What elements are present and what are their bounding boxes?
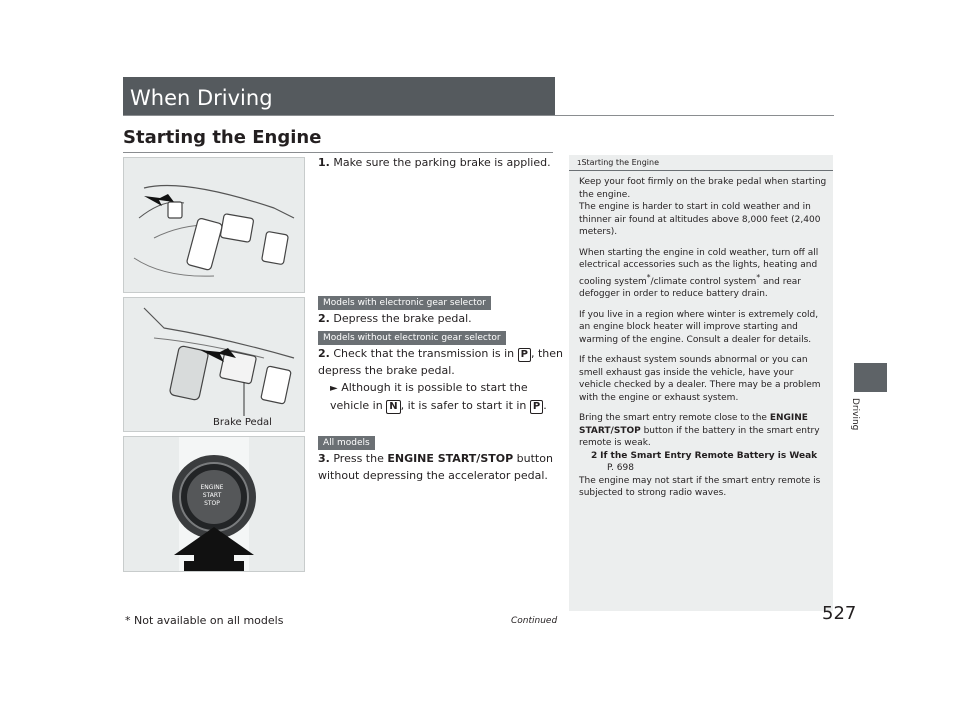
brake-pedal-label: Brake Pedal: [213, 417, 272, 428]
sidebar-p7: The engine may not start if the smart entry remote is subjected to strong radio waves.: [579, 475, 821, 498]
step-2b-text-a: Check that the transmission is in: [333, 347, 515, 360]
sidebar-heading: [577, 158, 659, 167]
section-title: Starting the Engine: [123, 127, 322, 148]
sidebar-p2: The engine is harder to start in cold weather and in thinner air found at altitudes above 8,000 feet (2,400 meters).: [579, 202, 821, 237]
sidebar-p1: Keep your foot firmly on the brake pedal when starting the engine.: [579, 177, 827, 200]
sidebar-heading-rule: [569, 170, 833, 171]
step-2b-note-a: Although it is possible to start the vehicle in: [330, 381, 528, 412]
step-3-text-b: button without depressing the accelerator pedal.: [318, 452, 553, 482]
tag-electronic-selector: Models with electronic gear selector: [318, 296, 491, 310]
step-2a-number: 2.: [318, 312, 330, 325]
sidebar-body: [579, 176, 827, 500]
step-1-text: Make sure the parking brake is applied.: [333, 156, 551, 169]
key-p-icon-2: P: [530, 400, 543, 414]
sidebar-p3: [579, 247, 827, 301]
step-1-number: 1.: [318, 156, 330, 169]
step-2-electronic: [318, 310, 558, 327]
sidebar-p3b: /climate control system: [650, 276, 757, 287]
parking-brake-illustration: [123, 157, 305, 293]
step-2a-text: Depress the brake pedal.: [333, 312, 472, 325]
step-1: [318, 154, 558, 171]
step-2b-note: [318, 379, 563, 414]
button-line-start: START: [202, 492, 222, 499]
reference-marker-icon: 2: [591, 450, 598, 461]
page-number: 527: [822, 603, 857, 624]
footnote: * Not available on all models: [125, 614, 284, 627]
key-p-icon: P: [518, 348, 531, 362]
step-2b-note-b: , it is safer to start it in: [400, 399, 527, 412]
sidebar-p5: If the exhaust system sounds abnormal or you can smell exhaust gas inside the vehicle, have your vehicle checked by a dealer. There may be a problem with the engine or exhaust system.: [579, 355, 821, 403]
button-line-engine: ENGINE: [200, 484, 224, 491]
key-n-icon: N: [386, 400, 400, 414]
step-3: [318, 450, 558, 484]
sidebar-p3a: When starting the engine in cold weather, turn off all electrical accessories such as the lights, heating and cooling system: [579, 247, 819, 287]
asterisk-1: *: [646, 272, 651, 282]
continued-label: Continued: [511, 616, 558, 626]
step-3-bold: ENGINE START/STOP: [387, 452, 514, 465]
section-title-rule: [123, 152, 553, 153]
chapter-tab-label: Driving: [850, 398, 860, 431]
step-2-non-electronic: [318, 345, 563, 414]
chapter-tab: [854, 363, 887, 392]
button-line-stop: STOP: [204, 500, 220, 507]
tag-non-electronic-selector: Models without electronic gear selector: [318, 331, 506, 345]
page-header-title: When Driving: [130, 86, 273, 110]
step-2b-number: 2.: [318, 347, 330, 360]
sidebar-p3c: and rear defogger in order to reduce battery drain.: [579, 276, 801, 299]
reference-title: If the Smart Entry Remote Battery is Weak: [600, 450, 818, 461]
step-2b-text-b: , then depress the brake pedal.: [318, 347, 564, 377]
asterisk-2: *: [756, 272, 761, 282]
step-2b-note-c: .: [543, 399, 547, 412]
sidebar-p6a: Bring the smart entry remote close to the: [579, 413, 767, 423]
header-rule: [123, 115, 834, 116]
note-marker-icon: 1: [577, 159, 582, 167]
sidebar-reference-link[interactable]: [579, 450, 827, 475]
sidebar-p6c: button if the battery in the smart entry remote is weak.: [579, 425, 820, 448]
arrow-icon: ►: [330, 383, 338, 394]
tag-all-models: All models: [318, 436, 375, 450]
engine-button-text: [198, 484, 226, 508]
brake-pedal-illustration: [123, 297, 305, 432]
step-3-text-a: Press the: [333, 452, 384, 465]
sidebar-p6b: ENGINE START/STOP: [579, 413, 808, 436]
sidebar-heading-text: Starting the Engine: [581, 158, 660, 167]
sidebar-p4: If you live in a region where winter is extremely cold, an engine block heater will improve starting and warming of the engine. Consult a dealer for details.: [579, 309, 819, 345]
reference-page: P. 698: [607, 463, 634, 473]
sidebar-p6: [579, 412, 827, 450]
step-3-number: 3.: [318, 452, 330, 465]
